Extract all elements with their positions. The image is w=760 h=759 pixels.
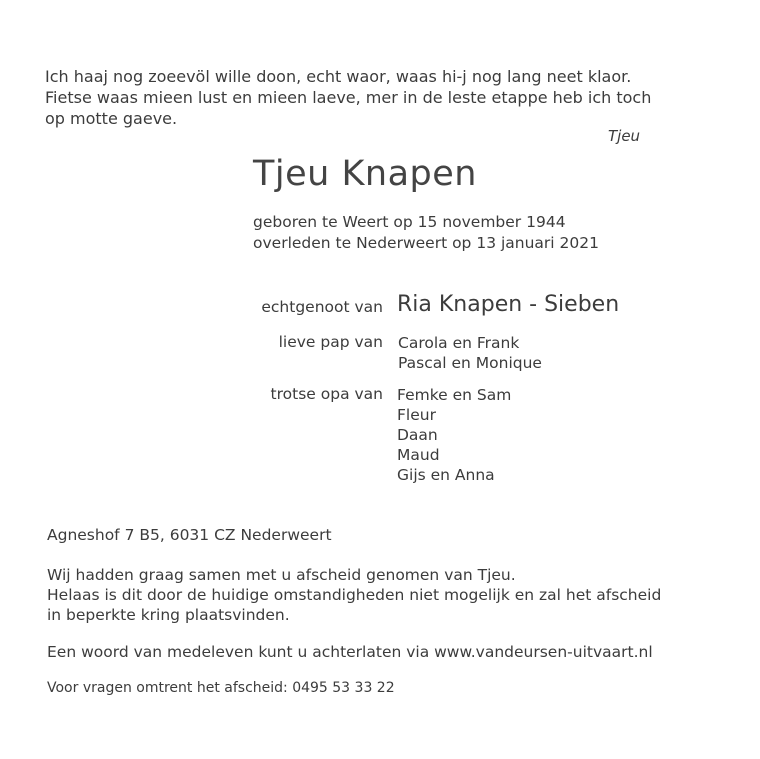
grandchildren-label: trotse opa van [270, 385, 383, 403]
message-line: in beperkte kring plaatsvinden. [47, 606, 290, 624]
poem-line: Fietse waas mieen lust en mieen laeve, mer in de leste etappe heb ich toch [45, 88, 652, 107]
condolence-line: Een woord van medeleven kunt u achterlaten via www.vandeursen-uitvaart.nl [47, 643, 653, 661]
grandchild-name: Gijs en Anna [397, 466, 495, 484]
child-name: Carola en Frank [398, 334, 520, 352]
spouse-label: echtgenoot van [261, 298, 383, 316]
message-line: Wij hadden graag samen met u afscheid genomen van Tjeu. [47, 566, 516, 584]
spouse-name: Ria Knapen - Sieben [397, 292, 620, 317]
child-name: Pascal en Monique [398, 354, 542, 372]
grandchild-name: Femke en Sam [397, 386, 512, 404]
poem-line: op motte gaeve. [45, 109, 178, 128]
address: Agneshof 7 B5, 6031 CZ Nederweert [47, 526, 332, 544]
poem-author: Tjeu [608, 127, 641, 145]
grandchild-name: Maud [397, 446, 440, 464]
message-line: Helaas is dit door de huidige omstandigheden niet mogelijk en zal het afscheid [47, 586, 662, 604]
grandchild-name: Fleur [397, 406, 436, 424]
death-line: overleden te Nederweert op 13 januari 2021 [253, 234, 599, 252]
contact-line: Voor vragen omtrent het afscheid: 0495 53 33 22 [47, 680, 395, 696]
deceased-name: Tjeu Knapen [253, 154, 477, 194]
children-label: lieve pap van [278, 333, 383, 351]
poem-line: Ich haaj nog zoeevöl wille doon, echt waor, waas hi-j nog lang neet klaor. [45, 67, 632, 86]
grandchild-name: Daan [397, 426, 438, 444]
birth-line: geboren te Weert op 15 november 1944 [253, 213, 566, 231]
